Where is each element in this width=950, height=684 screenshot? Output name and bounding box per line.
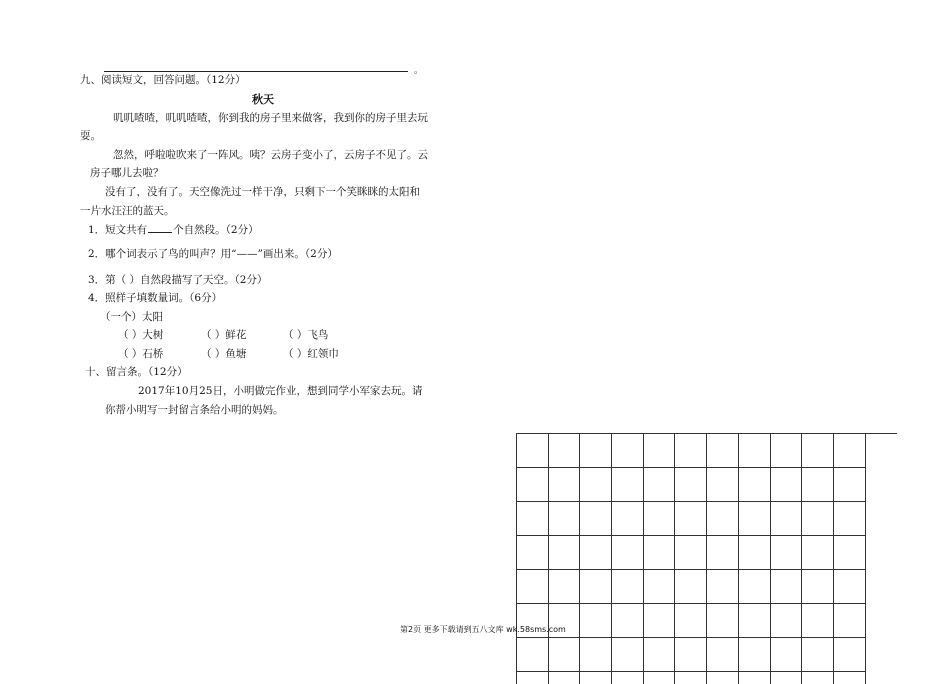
grid-cell[interactable] [771, 570, 803, 604]
grid-cell[interactable] [612, 502, 644, 536]
measure-word-item: （ ）大树 [118, 329, 164, 341]
grid-cell[interactable] [739, 536, 771, 570]
grid-cell[interactable] [802, 502, 834, 536]
passage-para3-line2: 一片水汪汪的蓝天。 [80, 205, 175, 217]
grid-cell[interactable] [834, 536, 866, 570]
question-3: 3．第（ ）自然段描写了天空。（2分） [88, 274, 268, 286]
grid-cell[interactable] [675, 502, 707, 536]
grid-cell[interactable] [549, 638, 581, 672]
grid-cell[interactable] [580, 638, 612, 672]
grid-cell[interactable] [834, 638, 866, 672]
grid-cell[interactable] [739, 570, 771, 604]
grid-cell[interactable] [802, 468, 834, 502]
grid-cell[interactable] [675, 434, 707, 468]
grid-cell[interactable] [675, 604, 707, 638]
passage-para2-line2: 房子哪儿去啦？ [90, 167, 164, 179]
measure-word-item: （ ）飞鸟 [283, 329, 329, 341]
grid-cell[interactable] [644, 638, 676, 672]
grid-cell[interactable] [612, 434, 644, 468]
grid-cell[interactable] [644, 468, 676, 502]
section-10-prompt-line1: 2017年10月25日，小明做完作业，想到同学小军家去玩。请 [138, 385, 423, 397]
grid-cell[interactable] [707, 536, 739, 570]
grid-cell[interactable] [549, 536, 581, 570]
grid-cell[interactable] [771, 536, 803, 570]
grid-cell[interactable] [707, 638, 739, 672]
grid-cell[interactable] [644, 502, 676, 536]
passage-title: 秋天 [252, 93, 274, 106]
grid-cell[interactable] [580, 570, 612, 604]
passage-para1-line2: 耍。 [80, 130, 101, 142]
grid-cell[interactable] [580, 502, 612, 536]
grid-cell[interactable] [834, 570, 866, 604]
grid-cell[interactable] [644, 604, 676, 638]
grid-cell[interactable] [739, 672, 771, 684]
grid-cell[interactable] [771, 468, 803, 502]
passage-para2-line1: 忽然，呼啦啦吹来了一阵风。咦？云房子变小了，云房子不见了。云 [113, 149, 428, 161]
grid-cell[interactable] [771, 502, 803, 536]
grid-cell[interactable] [517, 536, 549, 570]
grid-cell[interactable] [834, 604, 866, 638]
grid-cell[interactable] [549, 434, 581, 468]
grid-cell[interactable] [707, 434, 739, 468]
measure-word-item: （ ）鱼塘 [201, 348, 247, 360]
grid-cell[interactable] [644, 536, 676, 570]
grid-cell[interactable] [802, 604, 834, 638]
measure-word-item: （ ）红领巾 [283, 348, 339, 360]
grid-cell[interactable] [739, 434, 771, 468]
grid-cell[interactable] [612, 570, 644, 604]
grid-cell[interactable] [644, 672, 676, 684]
question-2: 2．哪个词表示了鸟的叫声？用“——”画出来。（2分） [88, 248, 338, 260]
grid-cell[interactable] [771, 672, 803, 684]
grid-cell[interactable] [517, 502, 549, 536]
grid-cell[interactable] [802, 638, 834, 672]
grid-cell[interactable] [802, 536, 834, 570]
section-10-prompt-line2: 你帮小明写一封留言条给小明的妈妈。 [105, 404, 284, 416]
grid-cell[interactable] [612, 604, 644, 638]
grid-cell[interactable] [675, 570, 707, 604]
grid-cell[interactable] [612, 536, 644, 570]
grid-cell[interactable] [675, 468, 707, 502]
grid-cell[interactable] [612, 638, 644, 672]
grid-cell[interactable] [517, 570, 549, 604]
measure-word-item: （ ）鲜花 [201, 329, 247, 341]
grid-cell[interactable] [675, 638, 707, 672]
question-4-example: （一个）太阳 [100, 311, 163, 323]
grid-cell[interactable] [675, 672, 707, 684]
grid-cell[interactable] [580, 672, 612, 684]
grid-cell[interactable] [834, 434, 866, 468]
grid-cell[interactable] [675, 536, 707, 570]
grid-cell[interactable] [739, 638, 771, 672]
question-1 [88, 222, 259, 237]
grid-cell[interactable] [580, 468, 612, 502]
passage-para1-line1: 叽叽喳喳，叽叽喳喳，你到我的房子里来做客，我到你的房子里去玩 [113, 112, 428, 124]
grid-cell[interactable] [802, 570, 834, 604]
grid-cell[interactable] [834, 468, 866, 502]
grid-cell[interactable] [707, 570, 739, 604]
grid-cell[interactable] [549, 570, 581, 604]
grid-cell[interactable] [612, 468, 644, 502]
grid-cell[interactable] [771, 638, 803, 672]
grid-cell[interactable] [739, 468, 771, 502]
grid-cell[interactable] [517, 672, 549, 684]
grid-cell[interactable] [580, 434, 612, 468]
grid-cell[interactable] [802, 434, 834, 468]
grid-cell[interactable] [739, 502, 771, 536]
section-9-header: 九、阅读短文，回答问题。（12分） [80, 74, 246, 86]
grid-cell[interactable] [771, 434, 803, 468]
question-1-text-after: 个自然段。（2分） [173, 224, 259, 236]
question-1-blank[interactable] [148, 222, 172, 233]
writing-grid[interactable] [516, 433, 897, 684]
grid-cell[interactable] [707, 468, 739, 502]
grid-cell[interactable] [549, 502, 581, 536]
grid-cell[interactable] [834, 502, 866, 536]
passage-para3-line1: 没有了，没有了。天空像洗过一样干净，只剩下一个笑眯眯的太阳和 [105, 186, 420, 198]
grid-cell[interactable] [707, 502, 739, 536]
grid-cell[interactable] [644, 434, 676, 468]
grid-cell[interactable] [612, 672, 644, 684]
grid-cell[interactable] [644, 570, 676, 604]
grid-cell[interactable] [549, 672, 581, 684]
trailing-period: 。 [414, 66, 424, 76]
grid-cell[interactable] [517, 638, 549, 672]
measure-word-item: （ ）石桥 [118, 348, 164, 360]
grid-cell[interactable] [580, 604, 612, 638]
section-10-header: 十、留言条。（12分） [85, 366, 188, 378]
grid-cell[interactable] [707, 672, 739, 684]
grid-cell[interactable] [517, 468, 549, 502]
grid-cell[interactable] [802, 672, 834, 684]
page-footer: 第2页 更多下载请到五八文库 wk.58sms.com [400, 625, 566, 634]
grid-cell[interactable] [580, 536, 612, 570]
grid-cell[interactable] [739, 604, 771, 638]
grid-cell[interactable] [771, 604, 803, 638]
grid-cell[interactable] [834, 672, 866, 684]
grid-cell[interactable] [707, 604, 739, 638]
grid-cell[interactable] [549, 468, 581, 502]
question-4: 4．照样子填数量词。（6分） [88, 292, 223, 304]
question-1-text-before: 1．短文共有 [88, 224, 148, 236]
grid-cell[interactable] [517, 434, 549, 468]
